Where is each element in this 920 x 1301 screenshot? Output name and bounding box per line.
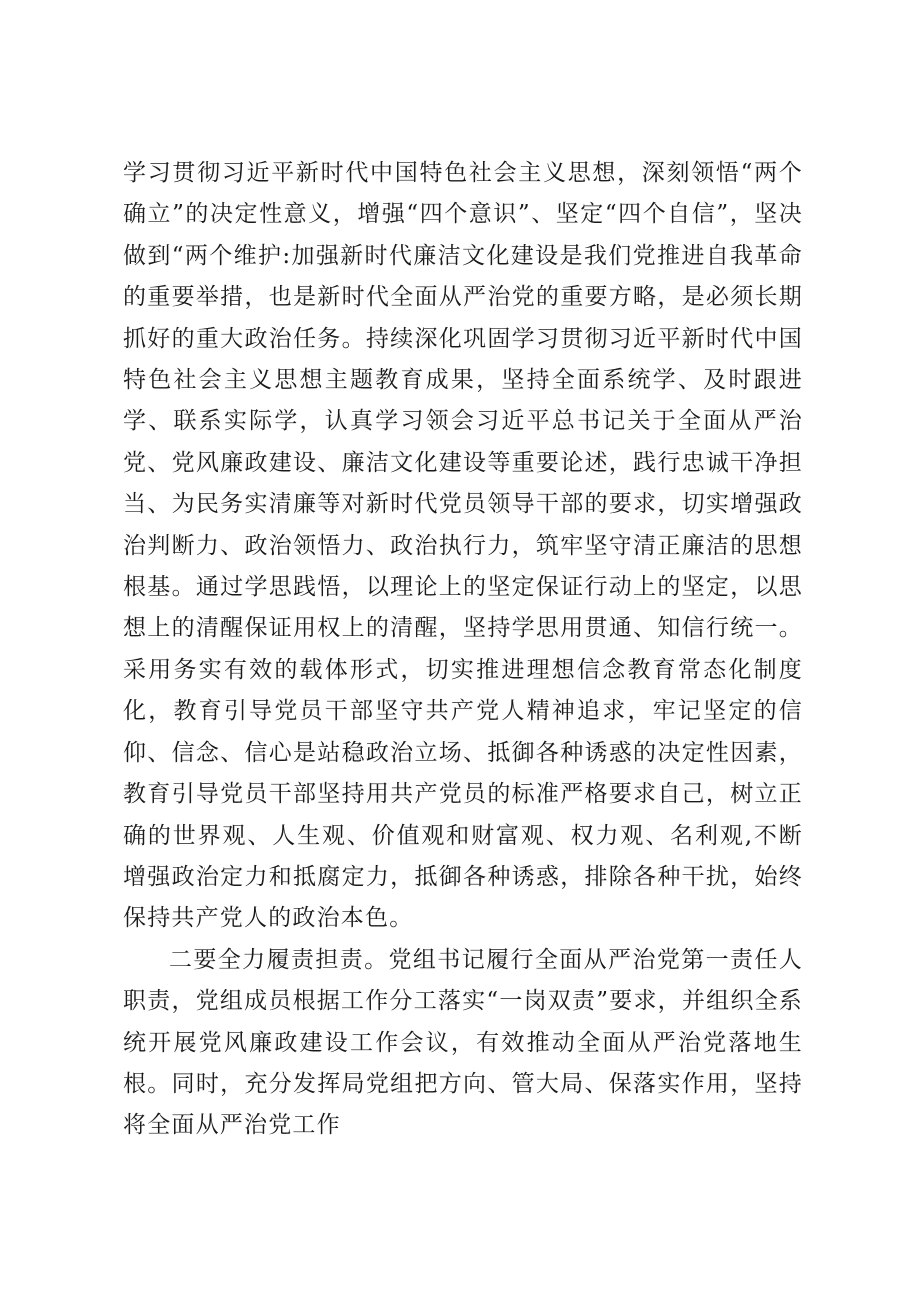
paragraph-2: 二要全力履责担责。党组书记履行全面从严治党第一责任人职责，党组成员根据工作分工落实“一岗双责”要求，并组织全系统开展党风廉政建设工作会议，有效推动全面从严治党落地生根。同时，充分发挥局党组把方向、管大局、保落实作用，坚持将全面从严治党工作 [123,946,803,1139]
paragraph-1: 学习贯彻习近平新时代中国特色社会主义思想，深刻领悟“两个确立”的决定性意义，增强“四个意识”、坚定“四个自信”，坚决做到“两个维护:加强新时代廉洁文化建设是我们党推进自我革命的重要举措，也是新时代全面从严治党的重要方略，是必须长期抓好的重大政治任务。持续深化巩固学习贯彻习近平新时代中国特色社会主义思想主题教育成果，坚持全面系统学、及时跟进学、联系实际学，认真学习领会习近平总书记关于全面从严治党、党风廉政建设、廉洁文化建设等重要论述，践行忠诚干净担当、为民务实清廉等对新时代党员领导干部的要求，切实增强政治判断力、政治领悟力、政治执行力，筑牢坚守清正廉洁的思想根基。通过学思践悟，以理论上的坚定保证行动上的坚定，以思想上的清醒保证用权上的清醒，坚持学思用贯通、知信行统一。采用务实有效的载体形式，切实推进理想信念教育常态化制度化，教育引导党员干部坚守共产党人精神追求，牢记坚定的信仰、信念、信心是站稳政治立场、抵御各种诱惑的决定性因素，教育引导党员干部坚持用共产党员的标准严格要求自己，树立正确的世界观、人生观、价值观和财富观、权力观、名利观,不断增强政治定力和抵腐定力，抵御各种诱惑，排除各种干扰，始终保持共产党人的政治本色。 [123,160,803,932]
document-body [123,153,803,1147]
